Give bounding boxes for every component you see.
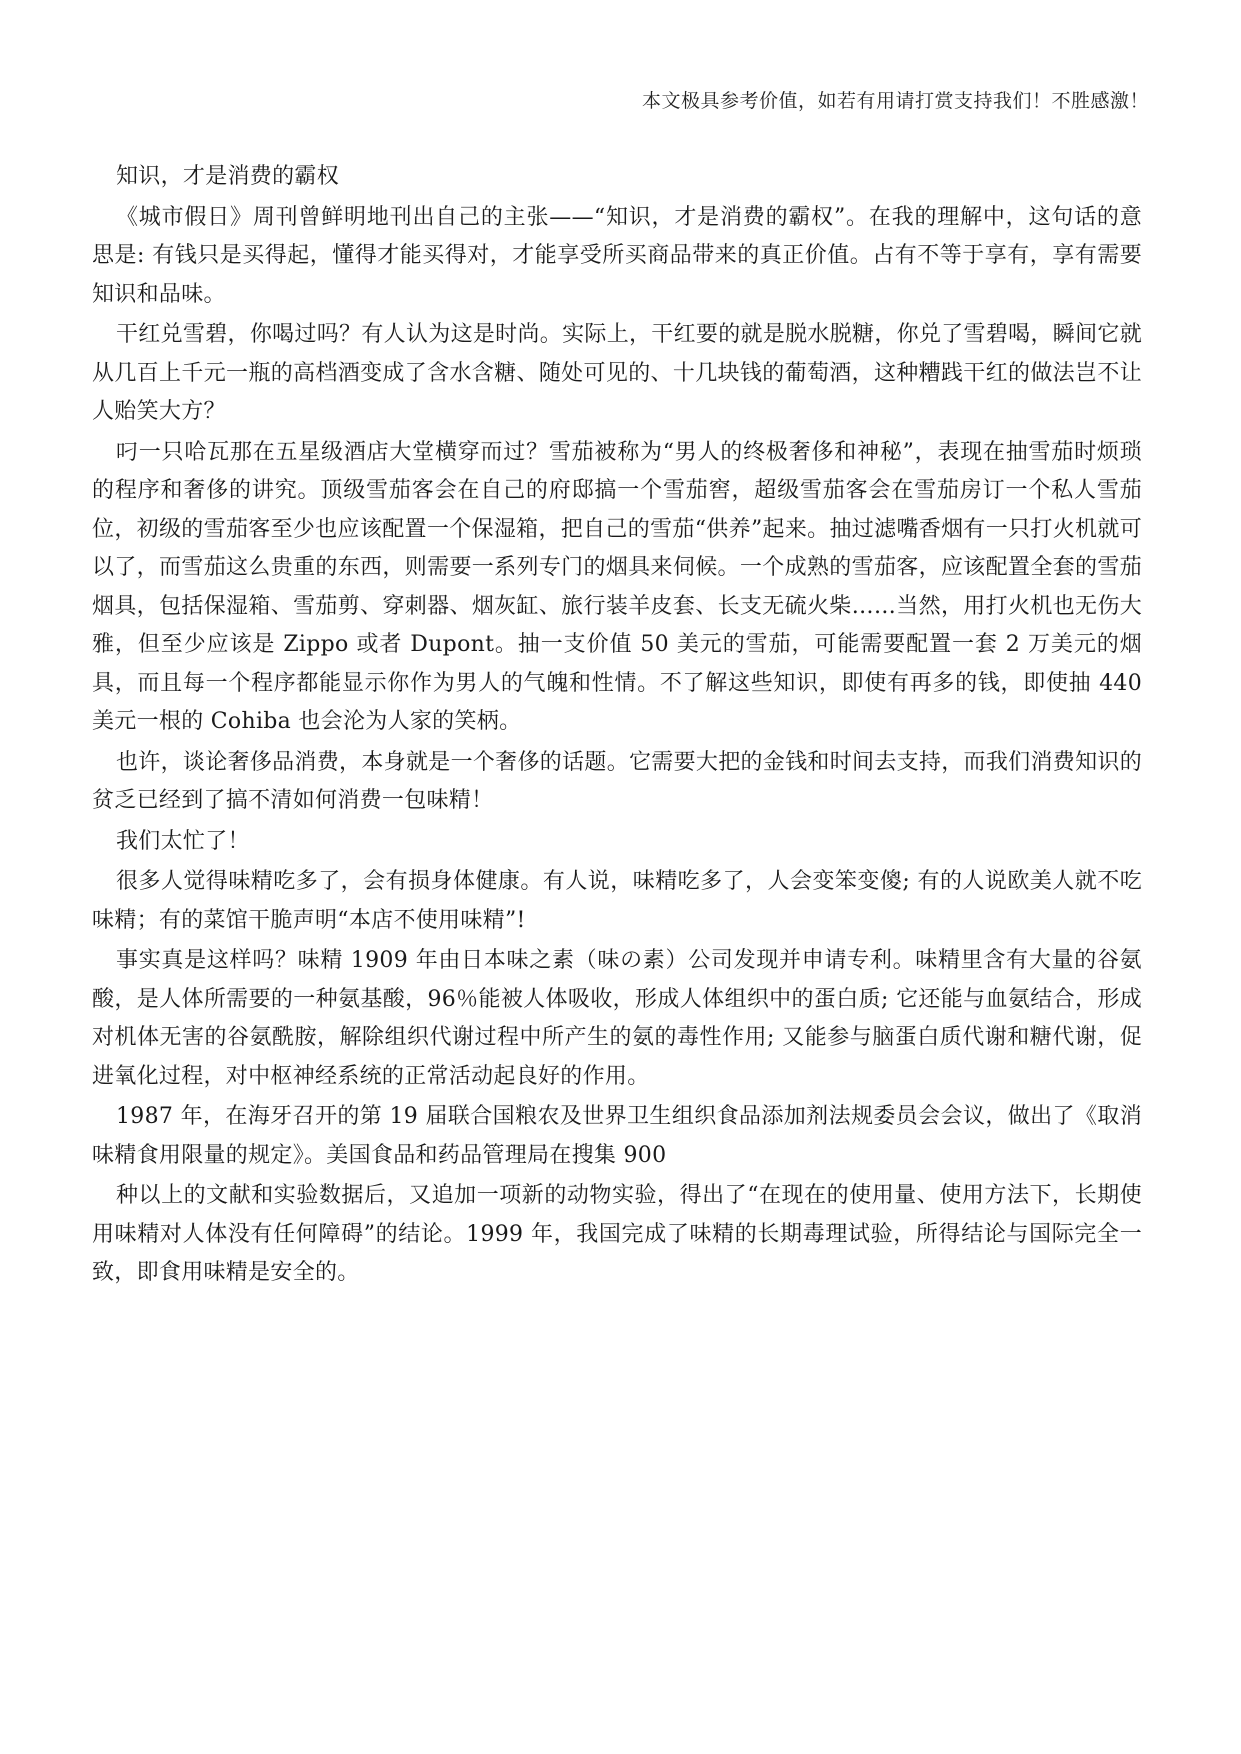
paragraph: 干红兑雪碧，你喝过吗？有人认为这是时尚。实际上，干红要的就是脱水脱糖，你兑了雪碧喝，瞬间它就从几百上千元一瓶的高档酒变成了含水含糖、随处可见的、十几块钱的葡萄酒，这种糟践干红的做法岂不让人贻笑大方？ <box>92 322 1142 424</box>
paragraph: 叼一只哈瓦那在五星级酒店大堂横穿而过？雪茄被称为“男人的终极奢侈和神秘”，表现在抽雪茄时烦琐的程序和奢侈的讲究。顶级雪茄客会在自己的府邸搞一个雪茄窖，超级雪茄客会在雪茄房订一个私人雪茄位，初级的雪茄客至少也应该配置一个保湿箱，把自己的雪茄“供养”起来。抽过滤嘴香烟有一只打火机就可以了，而雪茄这么贵重的东西，则需要一系列专门的烟具来伺候。一个成熟的雪茄客，应该配置全套的雪茄烟具，包括保湿箱、雪茄剪、穿刺器、烟灰缸、旅行装羊皮套、长支无硫火柴……当然，用打火机也无伤大雅，但至少应该是 Zippo 或者 Dupont。抽一支价值 50 美元的雪茄，可能需要配置一套 2 万美元的烟具，而且每一个程序都能显示你作为男人的气魄和性情。不了解这些知识，即使有再多的钱，即使抽 440 美元一根的 Cohiba 也会沦为人家的笑柄。 <box>92 439 1142 734</box>
paragraph: 我们太忙了！ <box>116 828 250 854</box>
paragraph: 很多人觉得味精吃多了，会有损身体健康。有人说，味精吃多了，人会变笨变傻; 有的人说欧美人就不吃味精；有的菜馆干脆声明“本店不使用味精”! <box>92 869 1142 933</box>
article-title: 知识，才是消费的霸权 <box>116 164 340 189</box>
header-note: 本文极具参考价值，如若有用请打赏支持我们！不胜感激！ <box>641 90 1149 112</box>
paragraph: 也许，谈论奢侈品消费，本身就是一个奢侈的话题。它需要大把的金钱和时间去支持，而我们消费知识的贫乏已经到了搞不清如何消费一包味精！ <box>92 749 1142 813</box>
paragraph: 种以上的文献和实验数据后，又追加一项新的动物实验，得出了“在现在的使用量、使用方法下，长期使用味精对人体没有任何障碍”的结论。1999 年，我国完成了味精的长期毒理试验，所得结论与国际完全一致，即食用味精是安全的。 <box>92 1183 1142 1285</box>
paragraph: 事实真是这样吗？味精 1909 年由日本味之素（味の素）公司发现并申请专利。味精里含有大量的谷氨酸，是人体所需要的一种氨基酸，96％能被人体吸收，形成人体组织中的蛋白质; 它还能与血氨结合，形成对机体无害的谷氨酰胺，解除组织代谢过程中所产生的氨的毒性作用; 又能参与脑蛋白质代谢和糖代谢，促进氧化过程，对中枢神经系统的正常活动起良好的作用。 <box>92 948 1142 1089</box>
paragraph: 《城市假日》周刊曾鲜明地刊出自己的主张——“知识，才是消费的霸权”。在我的理解中，这句话的意思是: 有钱只是买得起，懂得才能买得对，才能享受所买商品带来的真正价值。占有不等于享有，享有需要知识和品味。 <box>92 204 1142 307</box>
article-body <box>92 158 1142 1295</box>
paragraph: 1987 年，在海牙召开的第 19 届联合国粮农及世界卫生组织食品添加剂法规委员会会议，做出了《取消味精食用限量的规定》。美国食品和药品管理局在搜集 900 <box>92 1104 1142 1168</box>
